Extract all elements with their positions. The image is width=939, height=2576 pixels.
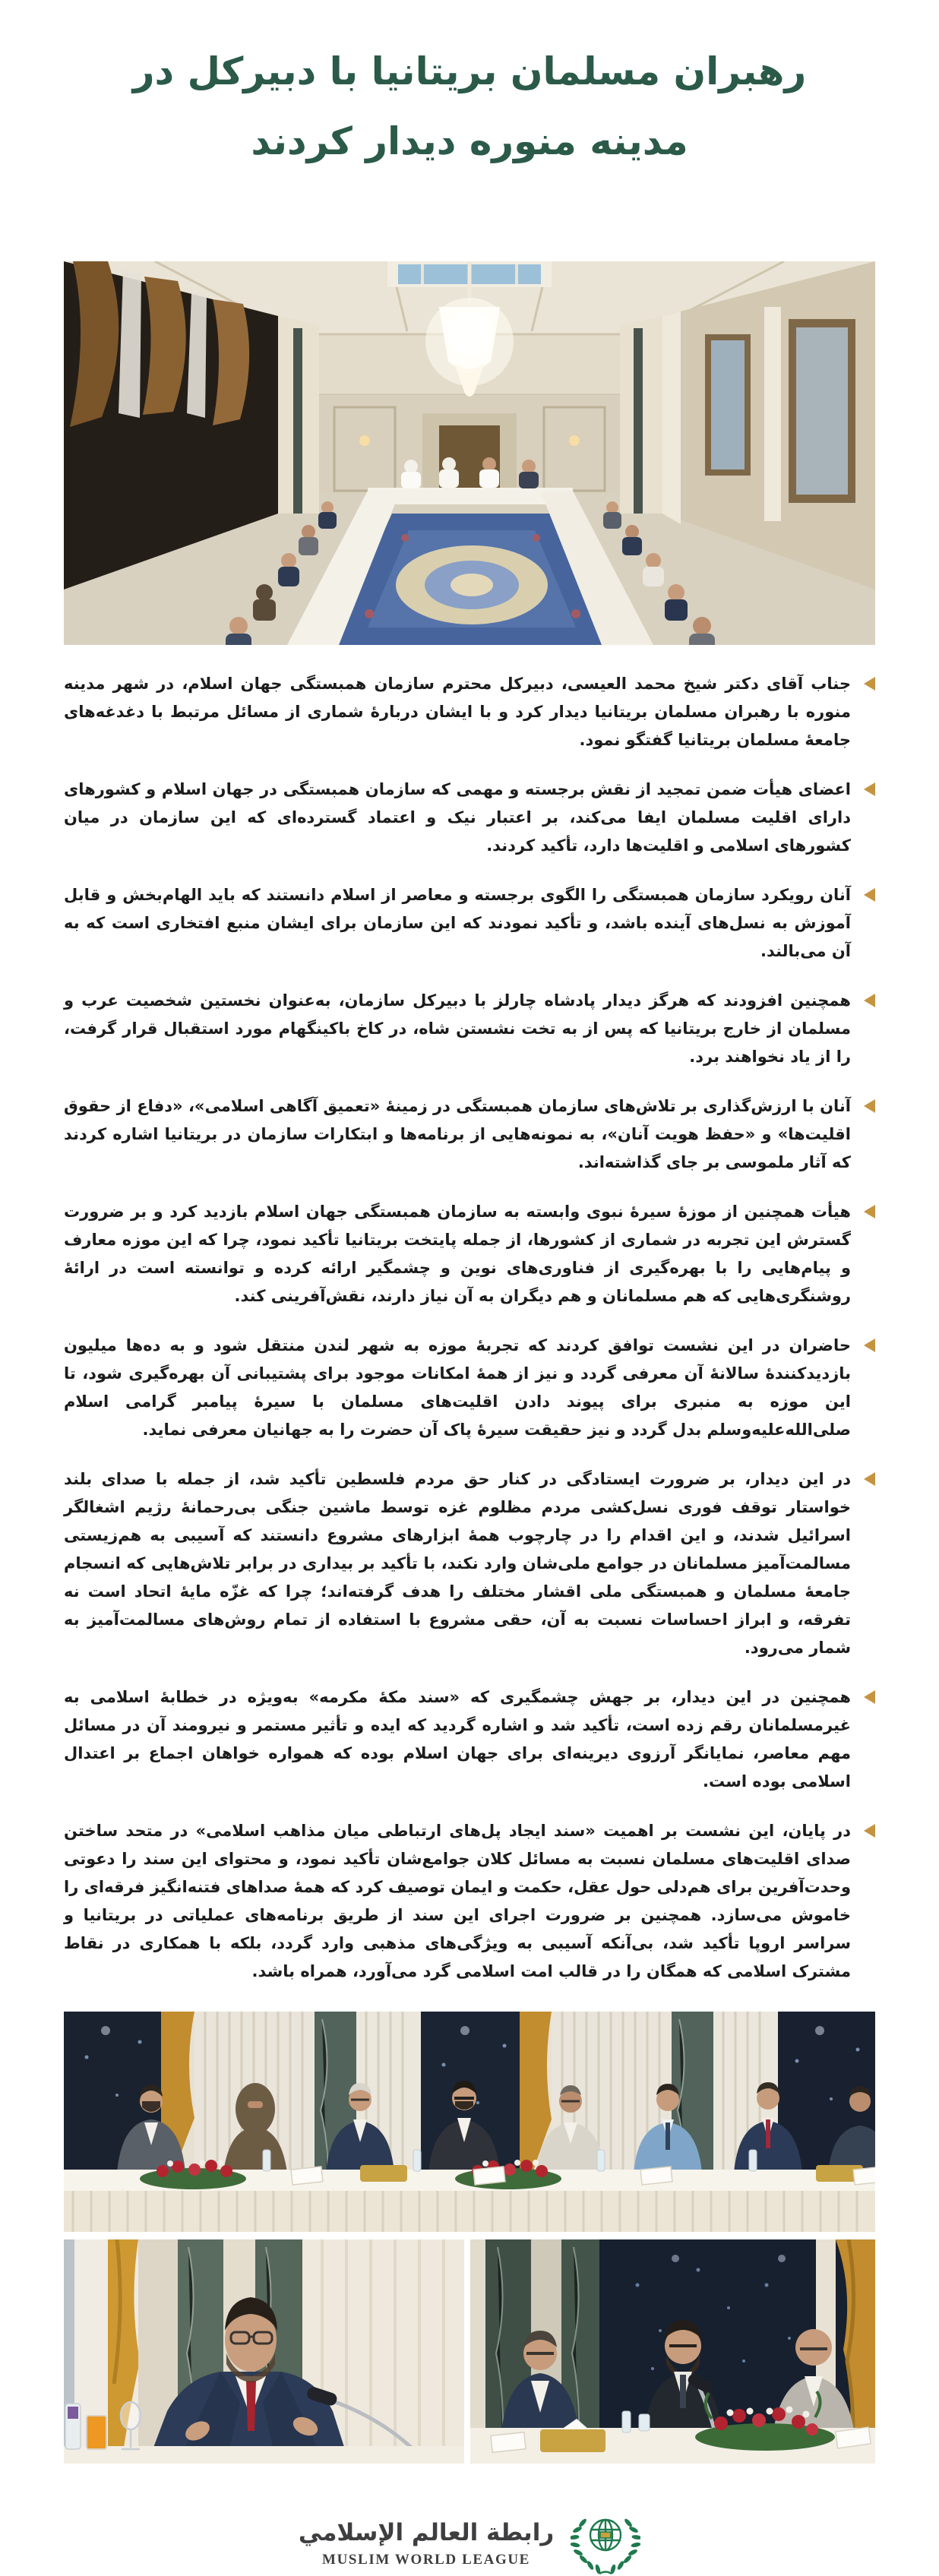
- paragraph-text: همچنین افزودند که هرگز دیدار پادشاه چارلز با دبیرکل سازمان، به‌عنوان نخستین شخصیت عرب و مسلمان از خارج بریتانیا که پس از به تخت نشستن شاه، در کاخ باکینگهام مورد استقبال قرار گرفت، را از یاد نخواهند برد.: [64, 991, 851, 1066]
- bullet-arrow-icon: [864, 888, 875, 902]
- bullet-arrow-icon: [864, 1824, 875, 1838]
- article-paragraph-2: [64, 776, 875, 860]
- paragraph-text: اعضای هیأت ضمن تمجید از نقش برجسته و مهمی که سازمان همبستگی در جهان اسلام و کشورهای دارای اقلیت مسلمان ایفا می‌کند، بر اعتبار نیک و اعتماد گسترده‌ای که این سازمان در میان کشورهای اسلامی و اقلیت‌ها دارد، تأکید کردند.: [64, 780, 851, 855]
- article-paragraph-10: [64, 1817, 875, 1986]
- logo-arabic-name: رابطة العالم الإسلامي: [298, 2519, 555, 2547]
- article-paragraph-9: [64, 1683, 875, 1796]
- paragraph-text: در پایان، این نشست بر اهمیت «سند ایجاد پل‌های ارتباطی میان مذاهب اسلامی» در متحد ساختن صدای اقلیت‌های مسلمان نسبت به مسائل کلان جوامع‌شان تأکید نمود، و محتوای این سند را دعوتی وحدت‌آفرین برای هم‌دلی حول عقل، حکمت و ایمان توصیف کرد که همهٔ صداهای فتنه‌انگیز فرقه‌ای را خاموش می‌سازد. همچنین بر ضرورت اجرای این سند از طریق برنامه‌های عملیاتی در بریتانیا و سراسر اروپا تأکید شد، بی‌آنکه آسیبی به ویژگی‌های مذهبی وارد گردد، بلکه با همکاری در نقاط مشترک اسلامی که همگان را در قالب امت اسلامی گرد می‌آورد، همراه باشد.: [64, 1822, 851, 1980]
- article-paragraph-6: [64, 1198, 875, 1310]
- article-paragraph-7: [64, 1332, 875, 1444]
- footer-logo: [64, 2506, 875, 2576]
- paragraph-text: آنان رویکرد سازمان همبستگی را الگوی برجسته و معاصر از اسلام دانستند که باید الهام‌بخش و قابل آموزش به نسل‌های آینده باشد، و تأکید نمودند که این سازمان برای ایشان منبع افتخاری است که به آن می‌بالند.: [64, 886, 851, 960]
- photo-delegation-table: [64, 2012, 875, 2232]
- bullet-arrow-icon: [864, 1339, 875, 1352]
- bullet-arrow-icon: [864, 782, 875, 796]
- bullet-arrow-icon: [864, 677, 875, 691]
- photo-speaker: [64, 2239, 464, 2464]
- bullet-arrow-icon: [864, 1690, 875, 1704]
- paragraph-text: حاضران در این نشست توافق کردند که تجربهٔ موزه به شهر لندن منتقل شود و به ده‌ها میلیون بازدیدکنندهٔ سالانهٔ آن معرفی گردد و نیز از همهٔ امکانات موجود برای پشتیبانی آن بهره‌گیری شود، تا این موزه به منبری برای پیوند دادن اقلیت‌های مسلمان با سیرهٔ پیامبر گرامی اسلام صلی‌الله‌علیه‌وسلم بدل گردد و نیز حقیقت سیرهٔ پاک آن حضرت را به جهانیان معرفی نماید.: [64, 1336, 851, 1439]
- page-title: [64, 0, 875, 176]
- page-title-line2: مدینه منوره دیدار کردند: [251, 119, 688, 163]
- article-paragraph-8: [64, 1465, 875, 1662]
- bullet-arrow-icon: [864, 1205, 875, 1218]
- page-title-line1: رهبران مسلمان بریتانیا با دبیرکل در: [132, 49, 807, 93]
- article-paragraph-3: [64, 881, 875, 966]
- article-paragraph-1: [64, 670, 875, 754]
- bullet-arrow-icon: [864, 1099, 875, 1113]
- bullet-arrow-icon: [864, 994, 875, 1007]
- article-paragraph-4: [64, 987, 875, 1071]
- logo-english-name: MUSLIM WORLD LEAGUE: [322, 2551, 530, 2568]
- photo-meeting-hall: [64, 261, 875, 645]
- article-body: [64, 670, 875, 1986]
- bullet-arrow-icon: [864, 1472, 875, 1486]
- paragraph-text: آنان با ارزش‌گذاری بر تلاش‌های سازمان همبستگی در زمینهٔ «تعمیق آگاهی اسلامی»، «دفاع از حقوق اقلیت‌ها» و «حفظ هویت آنان»، به نمونه‌هایی از برنامه‌ها و ابتکارات سازمان در بریتانیا اشاره کردند که آثار ملموسی بر جای گذاشته‌اند.: [64, 1097, 851, 1171]
- photo-three-delegates: [470, 2239, 875, 2464]
- logo-text-block: [299, 2518, 554, 2568]
- mwl-emblem-icon: [571, 2506, 640, 2576]
- article-paragraph-5: [64, 1092, 875, 1177]
- paragraph-text: همچنین در این دیدار، بر جهش چشمگیری که «سند مکهٔ مکرمه» به‌ویژه در خطابهٔ اسلامی به غیرمسلمانان رقم زده است، تأکید شد و اشاره گردید که ایده و تأثیر مستمر و نیرومند آن در مسائل مهم معاصر، نمایانگر آرزوی دیرینه‌ای برای جهان اسلام بوده که همواره خواهان اجماع بر اعتدال اسلامی بوده است.: [64, 1688, 851, 1791]
- paragraph-text: هیأت همچنین از موزهٔ سیرهٔ نبوی وابسته به سازمان همبستگی جهان اسلام بازدید کرد و بر ضرورت گسترش این تجربه در شماری از کشورها، از جمله پایتخت بریتانیا تأکید نمود، چرا که این موزه معارف و پیام‌هایی را با بهره‌گیری از فناوری‌های نوین و چشمگیر ارائه کرده و توانسته است در ارائهٔ روشنگری‌هایی که هم مسلمانان و هم دیگران به آن نیاز دارند، نقش‌آفرینی کند.: [64, 1203, 851, 1305]
- paragraph-text: جناب آقای دکتر شیخ محمد العیسی، دبیرکل محترم سازمان همبستگی جهان اسلام، در شهر مدینه منوره با رهبران مسلمان بریتانیا دیدار کرد و با ایشان دربارهٔ شماری از مسائل مرتبط با دغدغه‌های جامعهٔ مسلمان بریتانیا گفتگو نمود.: [64, 675, 851, 749]
- paragraph-text: در این دیدار، بر ضرورت ایستادگی در کنار حق مردم فلسطین تأکید شد، از جمله با صدای بلند خواستار توقف فوری نسل‌کشی مردم مظلوم غزه توسط ماشین جنگی بی‌رحمانهٔ رژیم اشغالگر اسرائیل شدند، و این اقدام را در چارچوب همهٔ ابزارهای مشروع دانستند که آسیبی به هم‌زیستی مسالمت‌آمیز مسلمانان در جوامع ملی‌شان وارد نکند، با تأکید بر بیداری در برابر تلاش‌هایی که انسجام جامعهٔ مسلمان و همبستگی ملی اقشار مختلف را هدف گرفته‌اند؛ چرا که غزّه مایهٔ اتحاد است نه تفرقه، و ابراز احساسات نسبت به آن، حقی مشروع با استفاده از تمام روش‌های مسالمت‌آمیز به شمار می‌رود.: [64, 1470, 851, 1657]
